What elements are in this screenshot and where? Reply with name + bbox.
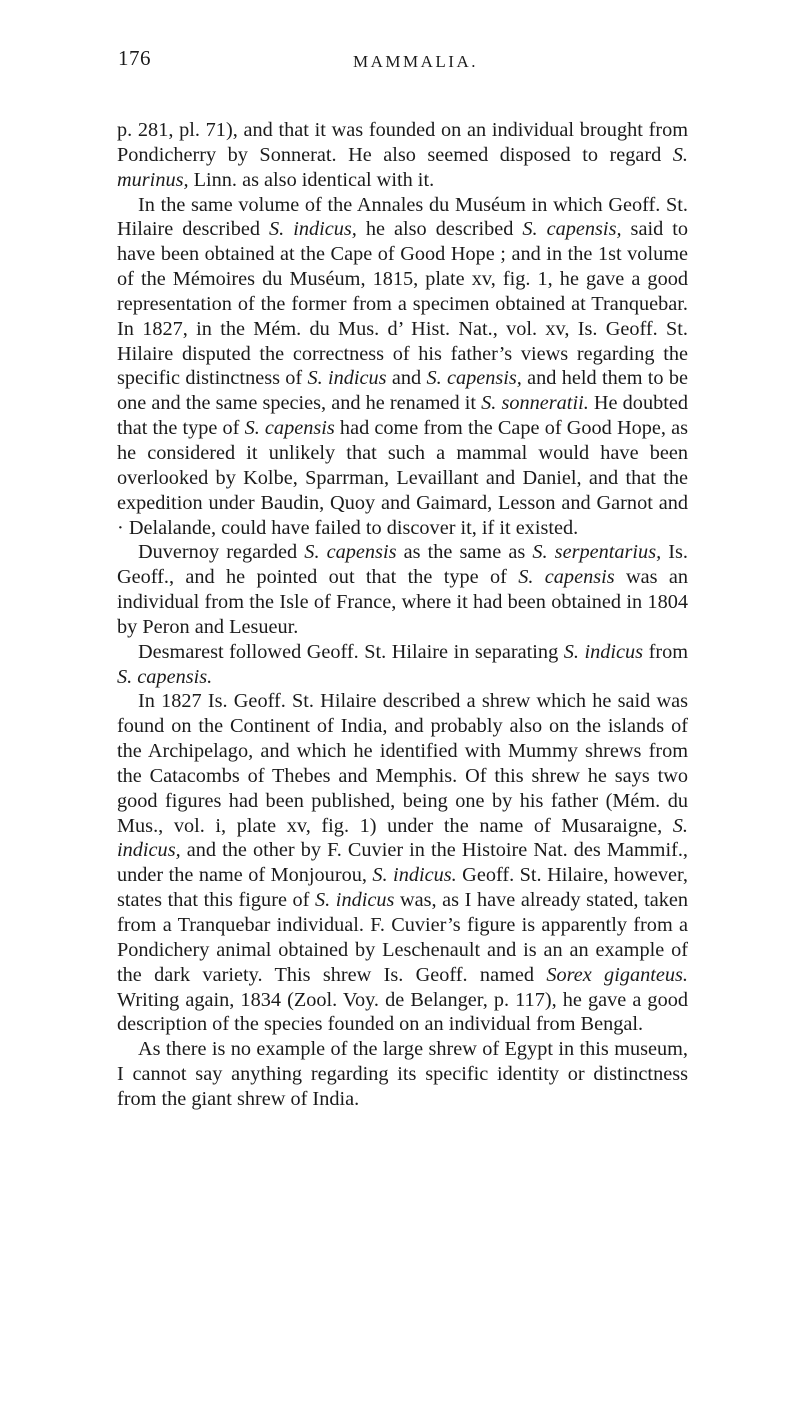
text-run: from (643, 640, 689, 663)
text-run: Desmarest followed Geoff. St. Hilaire in separating (138, 640, 564, 663)
paragraph (117, 118, 688, 193)
paragraph (117, 540, 688, 639)
italic-species-name: S. indicus, (117, 814, 688, 862)
text-run: was an individual from the Isle of France, where it had been obtained in 1804 by Peron and Lesueur. (117, 566, 688, 638)
italic-species-name: S. capensis (244, 417, 335, 440)
italic-species-name: S. murinus, (117, 143, 688, 191)
paragraph (117, 193, 688, 541)
italic-species-name: S. sonneratii. (481, 392, 589, 415)
italic-species-name: S. indicus (307, 367, 387, 390)
italic-species-name: S. capensis (518, 566, 615, 589)
paragraph (117, 689, 688, 1037)
text-run: Is. Geoff., and he pointed out that the type of (117, 541, 688, 589)
italic-species-name: S. indicus (315, 889, 395, 912)
text-run: and (386, 367, 427, 390)
text-run: p. 281, pl. 71), and that it was founded on an individual brought from Pondicherry by Sonnerat. He also seemed disposed to regard (117, 119, 688, 166)
text-run: Writing again, 1834 (Zool. Voy. de Belanger, p. 117), he gave a good description of the species founded on an individual from Bengal. (117, 988, 688, 1036)
text-run: In the same volume of the Annales du Muséum in which Geoff. St. Hilaire described (117, 193, 688, 241)
italic-species-name: S. capensis (304, 541, 397, 564)
italic-species-name: S. indicus. (372, 864, 457, 887)
paragraph (117, 1037, 688, 1112)
italic-species-name: Sorex giganteus. (546, 963, 688, 986)
page-number: 176 (118, 46, 151, 70)
text-run: said to have been obtained at the Cape of Good Hope ; and in the 1st volume of the Mémoires du Muséum, 1815, plate xv, fig. 1, he gave a good representation of the former from a specimen obtained at Tranquebar. In 1827, in the Mém. du Mus. d’ Hist. Nat., vol. xv, Is. Geoff. St. Hilaire disputed the correctness of his father’s views regarding the specific distinctness of (117, 218, 688, 390)
text-run: and the other by F. Cuvier in the Histoire Nat. des Mammif., under the name of Monjourou, (117, 839, 688, 887)
running-head: MAMMALIA. (353, 52, 478, 71)
text-run: he also described (356, 218, 523, 241)
italic-species-name: S. capensis. (117, 665, 213, 688)
text-run: was, as I have already stated, taken from a Tranquebar individual. F. Cuvier’s figure is apparently from a Pondichery animal obtained by Leschenault and is an an example of the dark variety. This shrew Is. Geoff. named (117, 889, 688, 986)
italic-species-name: S. capensis, (426, 367, 522, 390)
text-run: In 1827 Is. Geoff. St. Hilaire described a shrew which he said was found on the Continent of India, and probably also on the islands of the Archipelago, and which he identified with Mummy shrews from the Catacombs of Thebes and Memphis. Of this shrew he says two good figures had been published, being one by his father (Mém. du Mus., vol. i, plate xv, fig. 1) under the name of Musaraigne, (117, 690, 688, 837)
text-run: As there is no example of the large shrew of Egypt in this museum, I cannot say anything regarding its specific identity or distinctness from the giant shrew of India. (117, 1038, 688, 1110)
text-run: and held them to be one and the same species, and he renamed it (117, 367, 688, 415)
text-run: He doubted that the type of (117, 392, 689, 440)
italic-species-name: S. serpentarius, (532, 541, 662, 564)
italic-species-name: S. indicus, (269, 218, 357, 241)
italic-species-name: S. capensis, (522, 218, 622, 241)
text-run: had come from the Cape of Good Hope, as he considered it unlikely that such a mammal would have been overlooked by Kolbe, Sparrman, Levaillant and Daniel, and that the expedition under Baudin, Quoy and Gaimard, Lesson and Garnot and · Delalande, could have failed to discover it, if it existed. (117, 417, 688, 539)
text-run: Linn. as also identical with it. (188, 168, 435, 191)
italic-species-name: S. indicus (563, 640, 644, 663)
text-run: Geoff. St. Hilaire, however, states that this figure of (117, 864, 688, 912)
paragraph (117, 640, 688, 690)
text-run: Duvernoy regarded (138, 541, 305, 564)
text-run: as the same as (396, 541, 533, 564)
body-text (117, 118, 688, 1112)
